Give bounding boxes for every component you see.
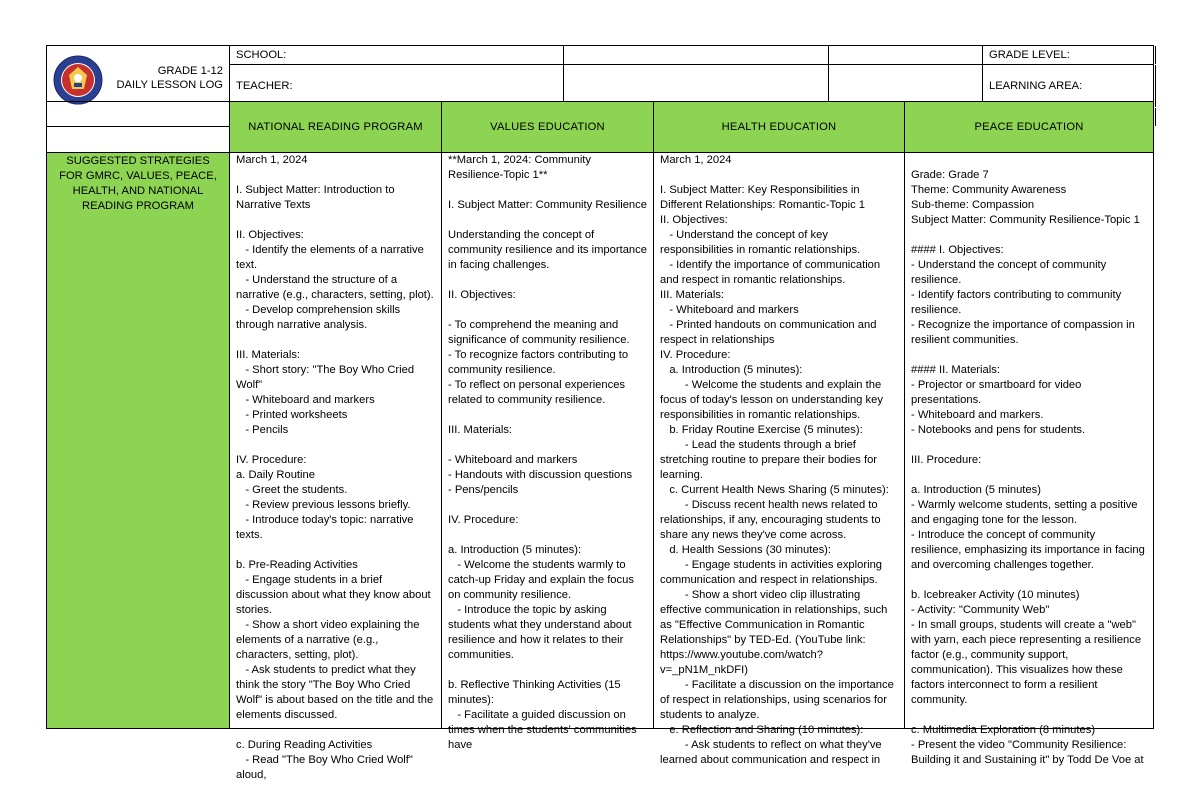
reading-content-cell [230, 153, 442, 781]
column-header-reading: NATIONAL READING PROGRAM [230, 102, 442, 153]
column-header-values: VALUES EDUCATION [442, 102, 654, 153]
log-title-line1: GRADE 1-12 [157, 65, 223, 77]
column-header-peace: PEACE EDUCATION [905, 102, 1154, 153]
lesson-plan-grid [46, 101, 1154, 781]
values-content-cell [442, 153, 654, 751]
health-content-cell [654, 153, 905, 766]
learning-area-label: LEARNING AREA: [983, 65, 1156, 107]
blank-corner-cell [47, 102, 230, 153]
school-value[interactable] [564, 46, 829, 65]
deped-seal-icon [53, 55, 103, 105]
teacher-label: TEACHER: [230, 65, 564, 108]
spacer-cell [829, 46, 983, 65]
column-header-health: HEALTH EDUCATION [654, 102, 905, 153]
grade-level-label: GRADE LEVEL: [983, 46, 1156, 64]
values-content-text: **March 1, 2024: Community Resilience-Topic 1** I. Subject Matter: Community Resilience Understanding the concept of community resilience and its importance in facing challenges. II. Objectives: - To comprehend the meaning and significance of community resilience. - To recognize factors contributing to community resilience. - To reflect on personal experiences related to community resilience. III. Materials: - Whiteboard and markers - Handouts with discussion questions - Pens/pencils IV. Procedure: a. Introduction (5 minutes): - Welcome the students warmly to catch-up Friday and explain the focus on community resilience. - Introduce the topic by asking students what they understand about resilience and how it relates to their communities. b. Reflective Thinking Activities (15 minutes): - Facilitate a guided discussion on times when the students' communities have [448, 154, 647, 751]
grade-level-cells [983, 46, 1154, 65]
suggested-strategies-label: SUGGESTED STRATEGIES FOR GMRC, VALUES, PEACE, HEALTH, AND NATIONAL READING PROGRAM [59, 155, 217, 212]
school-label: SCHOOL: [230, 46, 564, 65]
log-title-line2: DAILY LESSON LOG [116, 79, 223, 91]
peace-content-cell [905, 153, 1154, 766]
reading-content-text: March 1, 2024 I. Subject Matter: Introduction to Narrative Texts II. Objectives: - Identify the elements of a narrative text. - Understand the structure of a narrative (e.g., characters, setting, plot). - Develop comprehension skills through narrative analysis. III. Materials: - Short story: "The Boy Who Cried Wolf" - Whiteboard and markers - Printed worksheets - Pencils IV. Procedure: a. Daily Routine - Greet the students. - Review previous lessons briefly. - Introduce today's topic: narrative texts. b. Pre-Reading Activities - Engage students in a brief discussion about what they know about stories. - Show a short video explaining the elements of a narrative (e.g., characters, setting, plot). - Ask students to predict what they think the story "The Boy Who Cried Wolf" is about based on the title and the elements discussed. c. During Reading Activities - Read "The Boy Who Cried Wolf" aloud, [236, 154, 434, 781]
log-title [116, 64, 223, 92]
health-content-text: March 1, 2024 I. Subject Matter: Key Responsibilities in Different Relationships: Romantic-Topic 1 II. Objectives: - Understand the concept of key responsibilities in romantic relationships. - Identify the importance of communication and respect in romantic relationships. III. Materials: - Whiteboard and markers - Printed handouts on communication and respect in relationships IV. Procedure: a. Introduction (5 minutes): - Welcome the students and explain the focus of today's lesson on understanding key responsibilities in romantic relationships. b. Friday Routine Exercise (5 minutes): - Lead the students through a brief stretching routine to prepare their bodies for learning. c. Current Health News Sharing (5 minutes): - Discuss recent health news related to relationships, if any, encouraging students to share any news they've come across. d. Health Sessions (30 minutes): - Engage students in activities exploring communication and respect in relationships. - Show a short video clip illustrating effective communication in relationships, such as "Effective Communication in Romantic Relationships" by TED-Ed. (YouTube link: https://www.youtube.com/watch?v=_pN1M_nkDFI) - Facilitate a discussion on the importance of respect in relationships, using scenarios for students to analyze. e. Reflection and Sharing (10 minutes): - Ask students to reflect on what they've learned about communication and respect in [660, 154, 894, 766]
peace-content-text: Grade: Grade 7 Theme: Community Awareness Sub-theme: Compassion Subject Matter: Community Resilience-Topic 1 #### I. Objectives: - Understand the concept of community resilience. - Identify factors contributing to community resilience. - Recognize the importance of compassion in resilient communities. #### II. Materials: - Projector or smartboard for video presentations. - Whiteboard and markers. - Notebooks and pens for students. III. Procedure: a. Introduction (5 minutes) - Warmly welcome students, setting a positive and engaging tone for the lesson. - Introduce the concept of community resilience, emphasizing its importance in facing and overcoming challenges together. b. Icebreaker Activity (10 minutes) - Activity: "Community Web" - In small groups, students will create a "web" with yarn, each piece representing a resilience factor (e.g., community support, communication). This visualizes how these factors interconnect to form a resilient community. c. Multimedia Exploration (8 minutes) - Present the video "Community Resilience: Building it and Sustaining it" by Todd De Voe at [911, 169, 1145, 766]
suggested-strategies-cell [47, 153, 230, 729]
